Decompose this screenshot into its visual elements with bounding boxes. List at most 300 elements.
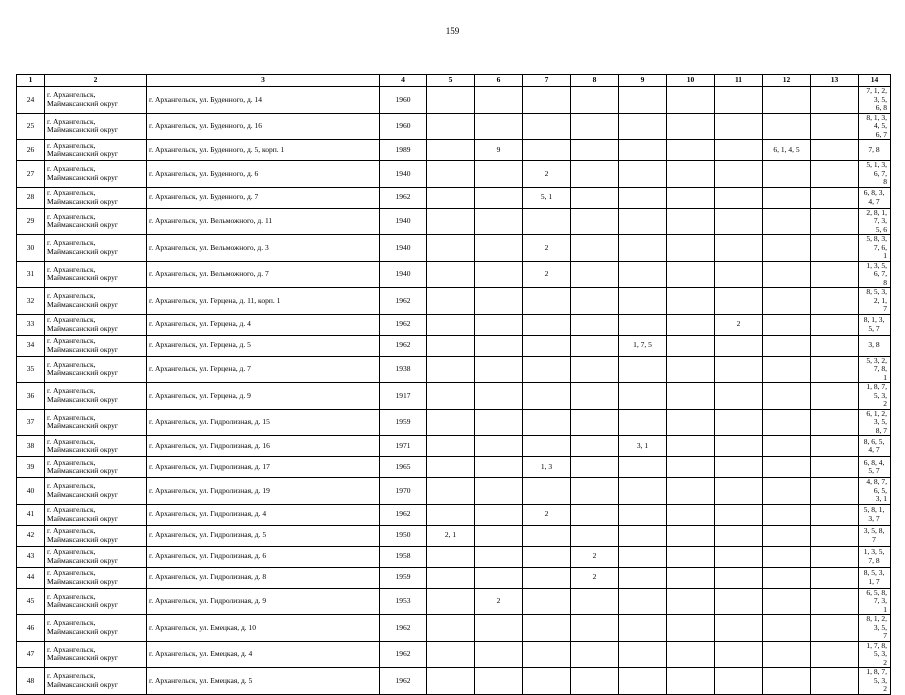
column-14-line: 8 <box>883 277 887 287</box>
column-7-cell <box>523 113 571 140</box>
district-cell <box>45 588 147 615</box>
column-11-cell <box>715 567 763 588</box>
column-6-cell <box>475 161 523 188</box>
table-row <box>17 208 891 235</box>
column-14-cell <box>859 261 891 288</box>
district-line: г. Архангельск, <box>47 457 96 467</box>
district-cell <box>45 668 147 695</box>
year-cell: 1960 <box>380 87 427 114</box>
column-7-cell <box>523 288 571 315</box>
column-12-cell <box>763 504 811 525</box>
address-cell: г. Архангельск, ул. Герцена, д. 4 <box>147 314 380 335</box>
column-5-cell <box>427 161 475 188</box>
district-line: Маймаксанский округ <box>47 626 119 636</box>
column-8-cell <box>571 288 619 315</box>
year-cell: 1960 <box>380 113 427 140</box>
row-number-cell: 47 <box>17 641 45 668</box>
column-6-cell <box>475 409 523 436</box>
year-cell: 1958 <box>380 546 427 567</box>
column-13-cell <box>811 161 859 188</box>
column-7-cell: 2 <box>523 504 571 525</box>
district-line: Маймаксанский округ <box>47 172 119 182</box>
column-9-cell <box>619 113 667 140</box>
table-row <box>17 546 891 567</box>
column-12-cell <box>763 478 811 505</box>
column-8-cell <box>571 641 619 668</box>
district-cell <box>45 504 147 525</box>
column-12-cell <box>763 383 811 410</box>
address-cell: г. Архангельск, ул. Гидролизная, д. 9 <box>147 588 380 615</box>
column-12-cell <box>763 567 811 588</box>
district-cell <box>45 478 147 505</box>
column-14-line: 1 <box>883 372 887 382</box>
column-13-cell <box>811 335 859 356</box>
row-number-cell: 29 <box>17 208 45 235</box>
column-13-cell <box>811 140 859 161</box>
column-10-cell <box>667 113 715 140</box>
column-14-line: 6, 8 <box>875 103 887 112</box>
column-7-cell: 1, 3 <box>523 457 571 478</box>
year-cell: 1962 <box>380 335 427 356</box>
district-cell <box>45 457 147 478</box>
district-line: г. Архангельск, <box>47 671 96 681</box>
table-row <box>17 187 891 208</box>
column-10-cell <box>667 383 715 410</box>
year-cell: 1971 <box>380 436 427 457</box>
column-14-cell <box>859 641 891 668</box>
column-5-cell <box>427 314 475 335</box>
column-8-cell: 2 <box>571 546 619 567</box>
column-9-cell <box>619 161 667 188</box>
column-12-cell <box>763 546 811 567</box>
address-cell: г. Архангельск, ул. Буденного, д. 6 <box>147 161 380 188</box>
district-line: Маймаксанский округ <box>47 368 119 378</box>
column-14-cell <box>859 504 891 525</box>
column-5-cell <box>427 436 475 457</box>
table-row <box>17 567 891 588</box>
column-9-cell: 3, 1 <box>619 436 667 457</box>
column-9-cell <box>619 261 667 288</box>
column-9-cell <box>619 187 667 208</box>
column-5-cell <box>427 588 475 615</box>
column-11-cell <box>715 525 763 546</box>
district-line: г. Архангельск, <box>47 336 96 345</box>
address-cell: г. Архангельск, ул. Гидролизная, д. 8 <box>147 567 380 588</box>
column-5-cell <box>427 567 475 588</box>
address-cell: г. Архангельск, ул. Буденного, д. 14 <box>147 87 380 114</box>
column-header-12: 12 <box>763 75 811 87</box>
row-number-cell: 48 <box>17 668 45 695</box>
column-10-cell <box>667 261 715 288</box>
column-6-cell <box>475 436 523 457</box>
district-cell <box>45 436 147 457</box>
column-11-cell <box>715 436 763 457</box>
table-row <box>17 457 891 478</box>
column-13-cell <box>811 504 859 525</box>
column-14-cell <box>859 87 891 114</box>
column-14-line: 2 <box>883 684 887 693</box>
district-cell <box>45 383 147 410</box>
column-8-cell <box>571 615 619 642</box>
column-13-cell <box>811 525 859 546</box>
district-line: Маймаксанский округ <box>47 576 119 586</box>
column-8-cell <box>571 235 619 262</box>
column-8-cell <box>571 525 619 546</box>
column-12-cell <box>763 87 811 114</box>
table-row <box>17 588 891 615</box>
column-7-cell <box>523 409 571 436</box>
district-cell <box>45 208 147 235</box>
column-13-cell <box>811 261 859 288</box>
column-10-cell <box>667 356 715 383</box>
district-line: г. Архангельск, <box>47 140 96 150</box>
column-14-cell <box>859 478 891 505</box>
district-line: Маймаксанский округ <box>47 600 119 610</box>
column-11-cell <box>715 615 763 642</box>
column-8-cell <box>571 140 619 161</box>
column-9-cell: 1, 7, 5 <box>619 335 667 356</box>
column-11-cell <box>715 546 763 567</box>
row-number-cell: 26 <box>17 140 45 161</box>
column-8-cell <box>571 436 619 457</box>
year-cell: 1940 <box>380 161 427 188</box>
column-7-cell <box>523 525 571 546</box>
column-14-line: 1 <box>883 251 887 260</box>
district-cell <box>45 187 147 208</box>
row-number-cell: 28 <box>17 187 45 208</box>
column-14-line: 1 <box>883 604 887 614</box>
column-8-cell <box>571 261 619 288</box>
column-6-cell <box>475 525 523 546</box>
district-line: г. Архангельск, <box>47 547 96 556</box>
district-line: Маймаксанский округ <box>47 323 119 333</box>
column-12-cell <box>763 314 811 335</box>
column-8-cell <box>571 504 619 525</box>
table-row <box>17 87 891 114</box>
column-10-cell <box>667 187 715 208</box>
column-13-cell <box>811 314 859 335</box>
column-10-cell <box>667 314 715 335</box>
district-line: г. Архангельск, <box>47 481 96 491</box>
column-8-cell <box>571 588 619 615</box>
column-5-cell <box>427 383 475 410</box>
table-row <box>17 140 891 161</box>
column-14-line: 5, 8, 1, 3, 7 <box>863 505 885 523</box>
column-14-line: 6, 1, 2, 3, 5, <box>866 409 887 426</box>
district-cell <box>45 615 147 642</box>
year-cell: 1917 <box>380 383 427 410</box>
column-5-cell <box>427 641 475 668</box>
district-line: Маймаксанский округ <box>47 555 119 565</box>
column-9-cell <box>619 525 667 546</box>
column-9-cell <box>619 641 667 668</box>
column-8-cell <box>571 87 619 114</box>
column-12-cell <box>763 409 811 436</box>
column-header-14: 14 <box>859 75 891 87</box>
column-13-cell <box>811 436 859 457</box>
column-13-cell <box>811 588 859 615</box>
district-cell <box>45 235 147 262</box>
column-14-cell <box>859 356 891 383</box>
column-header-1: 1 <box>17 75 45 87</box>
district-cell <box>45 409 147 436</box>
year-cell: 1962 <box>380 314 427 335</box>
district-line: Маймаксанский округ <box>47 421 119 431</box>
row-number-cell: 27 <box>17 161 45 188</box>
column-6-cell <box>475 641 523 668</box>
column-14-line: 1, 7, 8, 5, 3, <box>866 641 887 658</box>
address-cell: г. Архангельск, ул. Гидролизная, д. 5 <box>147 525 380 546</box>
column-12-cell <box>763 288 811 315</box>
column-6-cell <box>475 356 523 383</box>
column-14-line: 2 <box>883 657 887 667</box>
column-12-cell <box>763 668 811 695</box>
address-cell: г. Архангельск, ул. Емецкая, д. 5 <box>147 668 380 695</box>
column-14-cell <box>859 588 891 615</box>
column-10-cell <box>667 87 715 114</box>
column-11-cell <box>715 208 763 235</box>
housing-table <box>16 74 891 695</box>
column-11-cell <box>715 504 763 525</box>
year-cell: 1950 <box>380 525 427 546</box>
year-cell: 1953 <box>380 588 427 615</box>
column-12-cell <box>763 525 811 546</box>
column-14-cell <box>859 615 891 642</box>
district-cell <box>45 525 147 546</box>
column-9-cell <box>619 546 667 567</box>
column-14-line: 7, 1, 2, 3, 5, <box>866 86 887 104</box>
district-line: Маймаксанский округ <box>47 445 119 454</box>
column-6-cell: 9 <box>475 140 523 161</box>
column-5-cell <box>427 504 475 525</box>
column-header-11: 11 <box>715 75 763 87</box>
column-14-line: 8, 6, 5, 4, 7 <box>863 436 885 454</box>
address-cell: г. Архангельск, ул. Вельможного, д. 3 <box>147 235 380 262</box>
column-11-cell <box>715 588 763 615</box>
header-row <box>17 75 891 87</box>
column-11-cell <box>715 383 763 410</box>
district-line: Маймаксанский округ <box>47 299 119 309</box>
column-12-cell <box>763 615 811 642</box>
district-line: Маймаксанский округ <box>47 344 119 354</box>
column-14-line: 4, 8, 7, 6, 5, <box>866 477 887 495</box>
column-13-cell <box>811 87 859 114</box>
table-row <box>17 356 891 383</box>
column-7-cell <box>523 314 571 335</box>
row-number-cell: 25 <box>17 113 45 140</box>
column-5-cell <box>427 668 475 695</box>
column-7-cell <box>523 668 571 695</box>
year-cell: 1970 <box>380 478 427 505</box>
column-10-cell <box>667 140 715 161</box>
row-number-cell: 34 <box>17 335 45 356</box>
column-10-cell <box>667 615 715 642</box>
district-line: Маймаксанский округ <box>47 466 119 475</box>
address-cell: г. Архангельск, ул. Вельможного, д. 11 <box>147 208 380 235</box>
column-11-cell <box>715 87 763 114</box>
year-cell: 1959 <box>380 567 427 588</box>
column-14-line: 6, 8, 4, 5, 7 <box>863 457 885 475</box>
column-10-cell <box>667 208 715 235</box>
address-cell: г. Архангельск, ул. Герцена, д. 9 <box>147 383 380 410</box>
column-14-cell <box>859 546 891 567</box>
column-5-cell <box>427 288 475 315</box>
district-line: Маймаксанский округ <box>47 246 119 256</box>
column-6-cell <box>475 668 523 695</box>
column-header-5: 5 <box>427 75 475 87</box>
column-12-cell <box>763 208 811 235</box>
column-14-line: 7 <box>883 304 887 313</box>
column-14-cell <box>859 567 891 588</box>
district-line: Маймаксанский округ <box>47 273 119 283</box>
column-5-cell <box>427 235 475 262</box>
column-14-cell <box>859 409 891 436</box>
address-cell: г. Архангельск, ул. Емецкая, д. 4 <box>147 641 380 668</box>
year-cell: 1989 <box>380 140 427 161</box>
table-row <box>17 113 891 140</box>
row-number-cell: 46 <box>17 615 45 642</box>
column-7-cell <box>523 335 571 356</box>
column-header-9: 9 <box>619 75 667 87</box>
year-cell: 1962 <box>380 615 427 642</box>
district-line: г. Архангельск, <box>47 526 96 535</box>
column-header-13: 13 <box>811 75 859 87</box>
column-8-cell <box>571 161 619 188</box>
column-5-cell <box>427 208 475 235</box>
column-6-cell <box>475 288 523 315</box>
district-cell <box>45 140 147 161</box>
column-14-line: 3, 1 <box>875 494 887 503</box>
column-7-cell <box>523 356 571 383</box>
column-13-cell <box>811 641 859 668</box>
column-9-cell <box>619 140 667 161</box>
column-13-cell <box>811 457 859 478</box>
column-5-cell <box>427 356 475 383</box>
column-14-line: 8, 1, 3, 5, 7 <box>863 315 885 333</box>
column-14-line: 2 <box>883 399 887 408</box>
column-14-cell <box>859 335 891 356</box>
column-7-cell <box>523 567 571 588</box>
row-number-cell: 45 <box>17 588 45 615</box>
year-cell: 1940 <box>380 208 427 235</box>
column-13-cell <box>811 668 859 695</box>
column-header-8: 8 <box>571 75 619 87</box>
column-14-cell <box>859 668 891 695</box>
column-6-cell <box>475 567 523 588</box>
column-7-cell <box>523 588 571 615</box>
column-12-cell <box>763 235 811 262</box>
column-14-line: 1, 3, 5, 6, 7, <box>866 261 887 278</box>
district-line: Маймаксанский округ <box>47 196 119 206</box>
column-11-cell <box>715 235 763 262</box>
column-10-cell <box>667 457 715 478</box>
column-10-cell <box>667 567 715 588</box>
address-cell: г. Архангельск, ул. Герцена, д. 7 <box>147 356 380 383</box>
column-10-cell <box>667 335 715 356</box>
district-line: г. Архангельск, <box>47 436 96 446</box>
row-number-cell: 35 <box>17 356 45 383</box>
year-cell: 1940 <box>380 235 427 262</box>
address-cell: г. Архангельск, ул. Гидролизная, д. 6 <box>147 546 380 567</box>
column-6-cell <box>475 546 523 567</box>
column-9-cell <box>619 615 667 642</box>
address-cell: г. Архангельск, ул. Буденного, д. 5, корп. 1 <box>147 140 380 161</box>
column-11-cell <box>715 187 763 208</box>
district-line: г. Архангельск, <box>47 359 96 369</box>
column-8-cell <box>571 478 619 505</box>
column-5-cell <box>427 113 475 140</box>
district-cell <box>45 314 147 335</box>
district-line: г. Архангельск, <box>47 164 96 174</box>
column-7-cell: 2 <box>523 161 571 188</box>
column-7-cell <box>523 436 571 457</box>
column-14-cell <box>859 113 891 140</box>
row-number-cell: 30 <box>17 235 45 262</box>
column-10-cell <box>667 409 715 436</box>
column-12-cell <box>763 187 811 208</box>
column-14-cell <box>859 140 891 161</box>
column-header-7: 7 <box>523 75 571 87</box>
column-9-cell <box>619 87 667 114</box>
address-cell: г. Архангельск, ул. Буденного, д. 16 <box>147 113 380 140</box>
column-9-cell <box>619 409 667 436</box>
table-row <box>17 436 891 457</box>
column-9-cell <box>619 504 667 525</box>
column-12-cell <box>763 588 811 615</box>
district-line: Маймаксанский округ <box>47 125 119 135</box>
column-14-line: 1, 3, 5, 7, 8 <box>863 547 885 565</box>
row-number-cell: 43 <box>17 546 45 567</box>
column-14-cell <box>859 208 891 235</box>
address-cell: г. Архангельск, ул. Гидролизная, д. 17 <box>147 457 380 478</box>
district-line: г. Архангельск, <box>47 238 96 248</box>
column-5-cell <box>427 546 475 567</box>
column-14-cell <box>859 436 891 457</box>
column-13-cell <box>811 235 859 262</box>
district-line: г. Архангельск, <box>47 412 96 422</box>
district-line: г. Архангельск, <box>47 644 96 654</box>
district-cell <box>45 288 147 315</box>
address-cell: г. Архангельск, ул. Вельможного, д. 7 <box>147 261 380 288</box>
column-header-3: 3 <box>147 75 380 87</box>
column-13-cell <box>811 546 859 567</box>
column-8-cell <box>571 113 619 140</box>
district-cell <box>45 161 147 188</box>
column-13-cell <box>811 383 859 410</box>
column-11-cell <box>715 457 763 478</box>
column-5-cell <box>427 261 475 288</box>
column-13-cell <box>811 615 859 642</box>
column-11-cell <box>715 161 763 188</box>
column-10-cell <box>667 668 715 695</box>
column-10-cell <box>667 436 715 457</box>
row-number-cell: 41 <box>17 504 45 525</box>
table-row <box>17 641 891 668</box>
column-11-cell <box>715 356 763 383</box>
column-9-cell <box>619 208 667 235</box>
column-12-cell <box>763 335 811 356</box>
district-line: г. Архангельск, <box>47 591 96 601</box>
column-13-cell <box>811 409 859 436</box>
row-number-cell: 32 <box>17 288 45 315</box>
table-row <box>17 525 891 546</box>
column-14-line: 7 <box>883 631 887 640</box>
column-10-cell <box>667 478 715 505</box>
column-14-line: 8 <box>883 177 887 186</box>
address-cell: г. Архангельск, ул. Гидролизная, д. 19 <box>147 478 380 505</box>
column-11-cell: 2 <box>715 314 763 335</box>
row-number-cell: 44 <box>17 567 45 588</box>
